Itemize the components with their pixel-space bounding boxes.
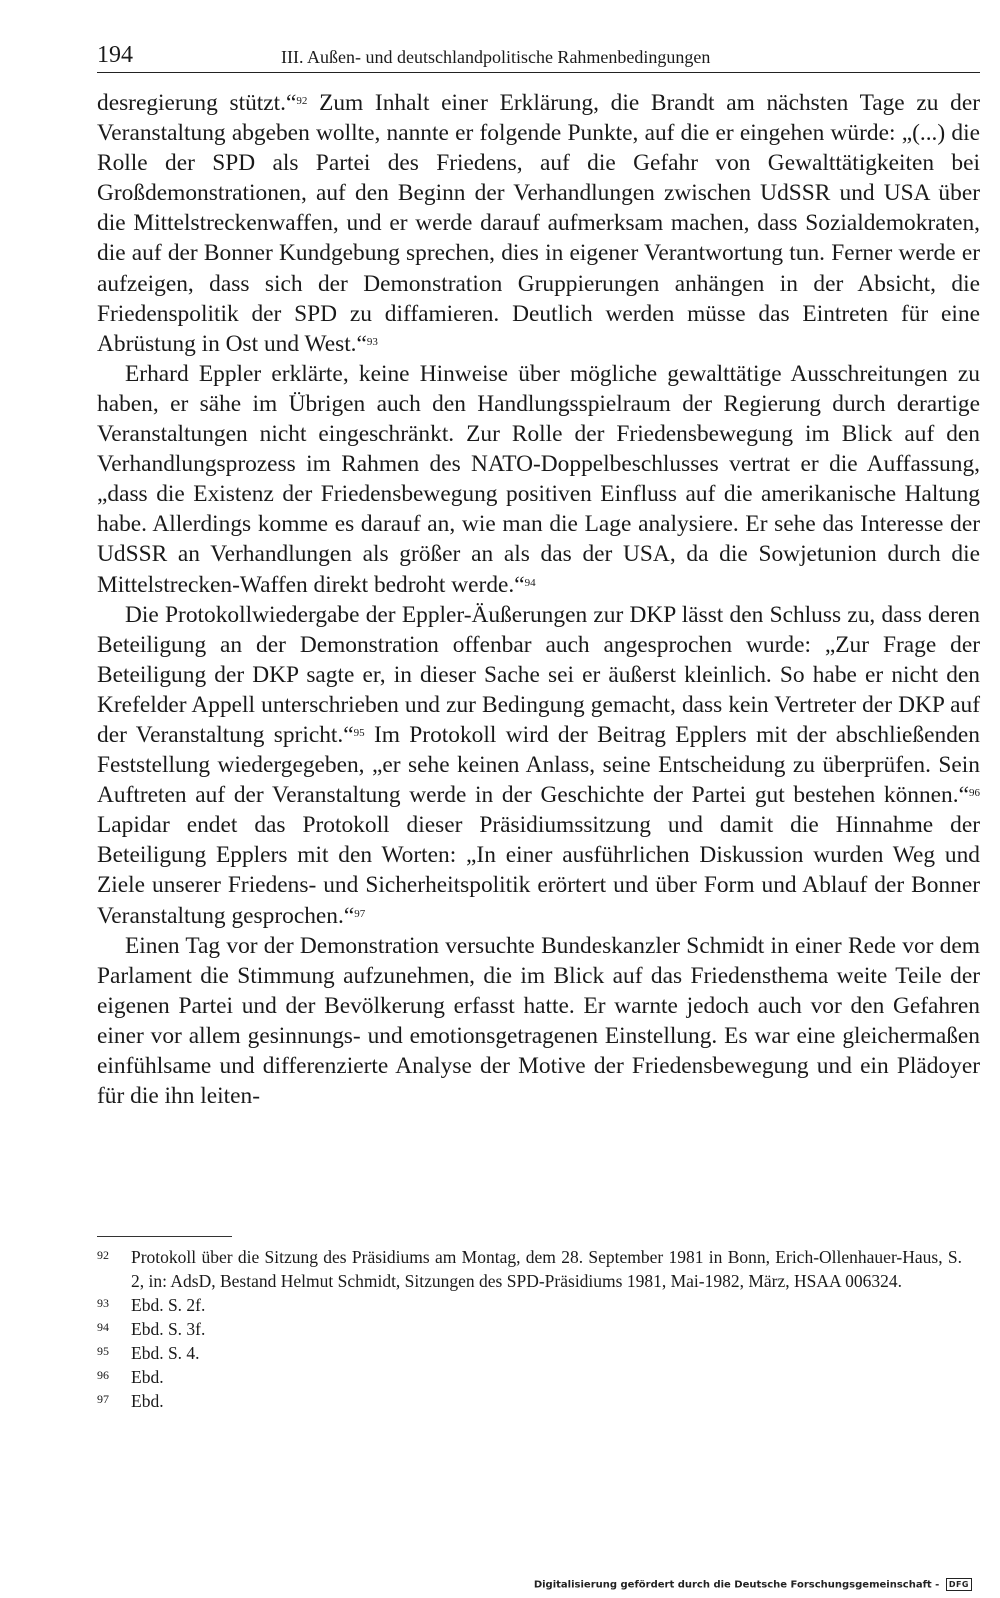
footnote-ref: 92 [296,95,308,107]
paragraph-text: Die Protokollwiedergabe der Eppler-Äußerungen zur DKP lässt den Schluss zu, dass deren Beteiligung an der Demonstration offenbar auch angesprochen wurde: „Zur Frage der Beteiligung der DKP sagte er, in dieser Sache sei er äußerst kleinlich. So habe er nicht den Krefelder Appell unterschrieben und zur Bedingung gemacht, dass kein Vertreter der DKP auf der Veranstaltung spricht.“ [97,601,980,748]
footnote [97,1389,962,1413]
footnote [97,1317,962,1341]
digitization-credit [534,1578,972,1591]
footnote-text: Ebd. S. 2f. [131,1295,206,1315]
paragraph-text: Lapidar endet das Protokoll dieser Präsidiumssitzung und damit die Hinnahme der Beteiligung Epplers mit den Worten: „In einer ausführlichen Diskussion wurden Weg und Ziele unserer Friedens- und Sicherheitspolitik erörtert und über Form und Ablauf der Bonner Veranstaltung gesprochen.“ [97,812,980,929]
footnotes [97,1245,962,1413]
footnote-number: 97 [97,1392,109,1406]
paragraph-text: desregierung stützt.“ [97,90,297,116]
running-head: III. Außen- und deutschlandpolitische Rahmenbedingungen [281,47,711,67]
footnote-ref: 96 [969,787,980,800]
paragraph-4 [97,931,980,1112]
footnote-divider [97,1236,232,1237]
credit-text: Digitalisierung gefördert durch die Deutsche Forschungsgemeinschaft - [533,1579,940,1591]
paragraph-text: Erhard Eppler erklärte, keine Hinweise über mögliche gewalttätige Ausschreitungen zu haben, er sähe im Übrigen auch den Handlungsspielraum der Regierung durch derartige Veranstaltungen nicht eingeschränkt. Zur Rolle der Friedensbewegung im Blick auf den Verhandlungsprozess im Rahmen des NATO-Doppelbeschlusses vertrat er die Auffassung, „dass die Existenz der Friedensbewegung positiven Einfluss auf die amerikanische Haltung habe. Allerdings komme es darauf an, wie man die Lage analysiere. Er sehe das Interesse der UdSSR an Verhandlungen als größer an als das der USA, da die Sowjetunion durch die Mittelstrecken-Waffen direkt bedroht werde.“ [97,360,980,598]
footnote-text: Ebd. [131,1367,164,1387]
body-text [97,88,980,1111]
footnote-ref: 97 [354,907,366,920]
paragraph-1 [97,88,980,359]
footnote-number: 92 [97,1248,109,1262]
footnote-ref: 95 [353,726,365,739]
paragraph-2 [97,359,980,600]
paragraph-text: Einen Tag vor der Demonstration versuchte Bundeskanzler Schmidt in einer Rede vor dem Parlament die Stimmung aufzunehmen, die im Blick auf das Friedensthema weite Teile der eigenen Partei und der Bevölkerung erfasst hatte. Er warnte jedoch auch vor den Gefahren einer vor allem gesinnungs- und emotionsgetragenen Einstellung. Es war eine gleichermaßen einfühlsame und differenzierte Analyse der Motive der Friedensbewegung und ein Plädoyer für die ihn leiten- [97,932,980,1110]
footnote-number: 96 [97,1368,109,1382]
footnote-text: Ebd. S. 4. [131,1343,200,1363]
footnote [97,1293,962,1317]
paragraph-text: Zum Inhalt einer Erklärung, die Brandt am nächsten Tage zu der Veranstaltung abgeben wollte, nannte er folgende Punkte, auf die er eingehen würde: „(...) die Rolle der SPD als Partei des Friedens, auf die Gefahr von Gewalttätigkeiten bei Großdemonstrationen, auf den Beginn der Verhandlungen zwischen UdSSR und USA über die Mittelstreckenwaffen, und er werde darauf aufmerksam machen, dass Sozialdemokraten, die auf der Bonner Kundgebung sprechen, dies in eigener Verantwortung tun. Ferner werde er aufzeigen, dass sich der Demonstration Gruppierungen anhängen in der Absicht, die Friedenspolitik der SPD zu diffamieren. Deutlich werden müsse das Eintreten für eine Abrüstung in Ost und West.“ [97,90,980,357]
footnote [97,1341,962,1365]
footnote-number: 94 [97,1320,109,1334]
footnote [97,1245,962,1293]
page-number: 194 [97,42,133,68]
footnote-text: Ebd. [131,1391,164,1411]
paragraph-3 [97,600,980,931]
footnote-text: Ebd. S. 3f. [131,1319,206,1339]
footnote-number: 95 [97,1344,109,1358]
footnote [97,1365,962,1389]
footnote-ref: 93 [366,335,378,348]
dfg-logo: DFG [946,1578,972,1591]
footnote-number: 93 [97,1296,109,1310]
paragraph-text: Im Protokoll wird der Beitrag Epplers mit der abschließenden Feststellung wiedergegeben, „er sehe keinen Anlass, seine Entscheidung zu überprüfen. Sein Auftreten auf der Veranstaltung werde in der Geschichte der Partei gut bestehen können.“ [97,721,980,809]
footnote-ref: 94 [524,576,536,589]
footnote-text: Protokoll über die Sitzung des Präsidiums am Montag, dem 28. September 1981 in Bonn, Erich-Ollenhauer-Haus, S. 2, in: AdsD, Bestand Helmut Schmidt, Sitzungen des SPD-Präsidiums 1981, Mai-1982, März, HSAA 006324. [131,1247,962,1291]
page-header [97,42,980,73]
